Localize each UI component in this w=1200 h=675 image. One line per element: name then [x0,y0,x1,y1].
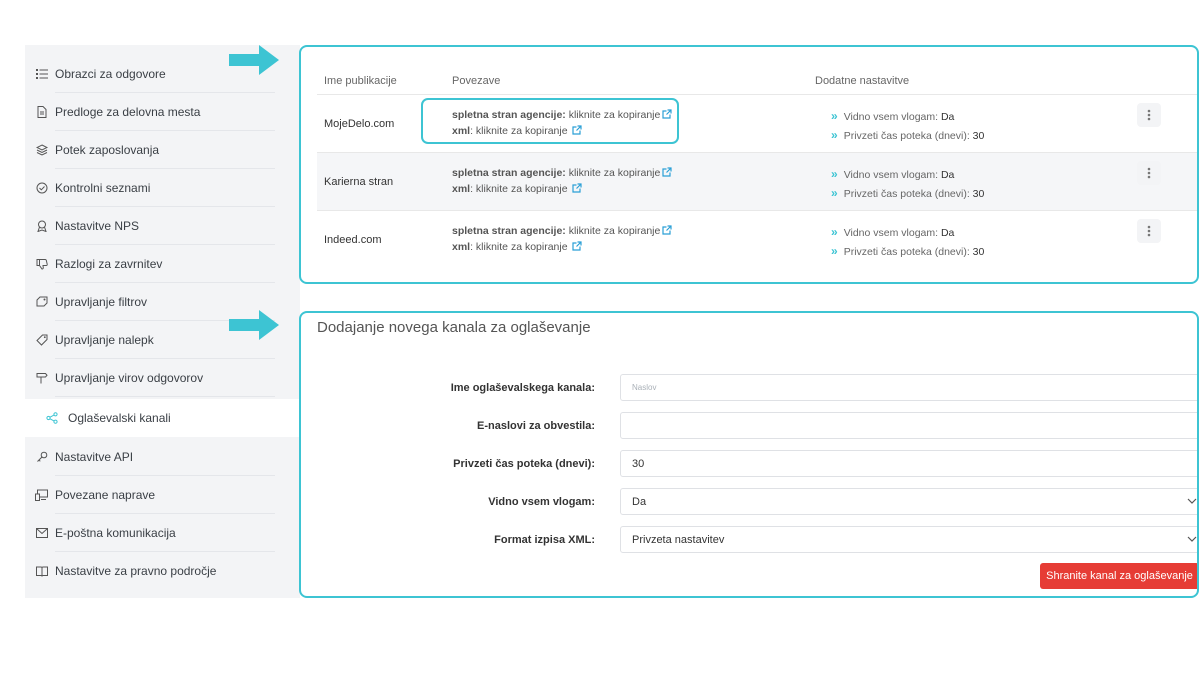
save-channel-button[interactable]: Shranite kanal za oglaševanje [1040,563,1199,589]
sidebar-item-checklists[interactable] [25,169,300,207]
visible-to-all-roles-setting: » Vidno vsem vlogam: Da [831,167,955,181]
row-actions-menu-button[interactable] [1137,103,1161,127]
row-actions-menu-button[interactable] [1137,161,1161,185]
sidebar-item-label: Upravljanje nalepk [55,333,154,347]
default-expiry-input[interactable] [620,450,1199,477]
default-expiry-setting: » Privzeti čas poteka (dnevi): 30 [831,244,985,258]
envelope-icon [35,526,49,540]
sidebar-item-label: Predloge za delovna mesta [55,105,201,119]
list-icon [35,67,49,81]
publication-name: Indeed.com [324,234,382,246]
sidebar-item-label: Upravljanje filtrov [55,295,148,309]
sidebar-item-label: Nastavitve NPS [55,219,140,233]
notification-emails-label: E-naslovi za obvestila: [477,420,595,432]
sidebar-item-api-settings[interactable] [25,438,300,476]
double-chevron-right-icon: » [831,109,838,123]
copy-link-text[interactable]: : kliknite za kopiranje [470,241,568,253]
sidebar-item-advertising-channels[interactable] [25,399,302,437]
kebab-menu-icon [1147,225,1151,237]
external-link-icon[interactable] [572,183,582,193]
key-icon [35,450,49,464]
notification-emails-input[interactable] [620,412,1199,439]
column-header-name: Ime publikacije [324,75,397,87]
agency-website-link[interactable]: spletna stran agencije: kliknite za kopiranje [452,109,672,121]
row-actions-menu-button[interactable] [1137,219,1161,243]
sidebar-item-label: E-poštna komunikacija [55,526,176,540]
column-header-links: Povezave [452,75,501,87]
sidebar-item-label: Kontrolni seznami [55,181,151,195]
sidebar-item-label: Obrazci za odgovore [55,67,166,81]
select-value: Privzeta nastavitev [632,533,725,546]
visible-to-all-roles-setting: » Vidno vsem vlogam: Da [831,225,955,239]
visible-to-all-roles-setting: » Vidno vsem vlogam: Da [831,109,955,123]
channel-name-label: Ime oglaševalskega kanala: [450,382,595,394]
links-highlight-box [421,98,679,144]
kebab-menu-icon [1147,167,1151,179]
copy-link-text[interactable]: kliknite za kopiranje [568,109,661,121]
sidebar-item-connected-devices[interactable] [25,476,300,514]
copy-link-text[interactable]: kliknite za kopiranje [568,225,661,237]
visible-to-all-roles-label: Vidno vsem vlogam: [488,496,595,508]
devices-icon [35,488,49,502]
signpost-icon [35,371,49,385]
table-row [317,210,1199,268]
chevron-down-icon [1187,534,1197,544]
chevron-down-icon [1187,496,1197,506]
annotation-arrow-right-icon [229,45,279,75]
xml-link[interactable]: xml: kliknite za kopiranje [452,125,582,137]
channel-name-input[interactable] [620,374,1199,401]
thumbs-down-icon [35,257,49,271]
label-icon [35,333,49,347]
sidebar-item-response-sources[interactable] [25,359,300,397]
default-expiry-setting: » Privzeti čas poteka (dnevi): 30 [831,186,985,200]
form-title: Dodajanje novega kanala za oglaševanje [317,319,591,336]
sidebar-item-label: Razlogi za zavrnitev [55,257,163,271]
table-row [317,152,1199,210]
sidebar-item-label: Upravljanje virov odgovorov [55,371,204,385]
double-chevron-right-icon: » [831,244,838,258]
add-channel-form-panel [299,311,1199,598]
agency-website-link[interactable]: spletna stran agencije: kliknite za kopiranje [452,225,672,237]
column-header-settings: Dodatne nastavitve [815,75,910,87]
publication-name: Karierna stran [324,176,394,188]
xml-format-select[interactable] [620,526,1199,553]
sidebar-item-job-templates[interactable] [25,93,300,131]
layers-icon [35,143,49,157]
document-icon [35,105,49,119]
annotation-arrow-right-icon [229,310,279,340]
external-link-icon[interactable] [572,241,582,251]
copy-link-text[interactable]: : kliknite za kopiranje [470,183,568,195]
sidebar-item-legal-settings[interactable] [25,552,300,590]
sidebar-item-rejection-reasons[interactable] [25,245,300,283]
sidebar-item-label: Povezane naprave [55,488,156,502]
sidebar-item-nps-settings[interactable] [25,207,300,245]
input-placeholder: Naslov [632,383,657,392]
sidebar-item-email-communication[interactable] [25,514,300,552]
check-circle-icon [35,181,49,195]
award-icon [35,219,49,233]
external-link-icon[interactable] [662,225,672,235]
default-expiry-setting: » Privzeti čas poteka (dnevi): 30 [831,128,985,142]
double-chevron-right-icon: » [831,225,838,239]
sidebar-item-label: Oglaševalski kanali [68,411,171,425]
input-value: 30 [632,457,645,470]
visible-to-all-roles-select[interactable] [620,488,1199,515]
double-chevron-right-icon: » [831,128,838,142]
kebab-menu-icon [1147,109,1151,121]
select-value: Da [632,495,647,508]
sidebar-item-label: Nastavitve API [55,450,134,464]
agency-website-link[interactable]: spletna stran agencije: kliknite za kopiranje [452,167,672,179]
copy-link-text[interactable]: : kliknite za kopiranje [470,125,568,137]
default-expiry-label: Privzeti čas poteka (dnevi): [453,458,595,470]
external-link-icon[interactable] [662,167,672,177]
tag-outline-icon [35,295,49,309]
sidebar-item-label: Nastavitve za pravno področje [55,564,217,578]
double-chevron-right-icon: » [831,167,838,181]
publications-table-panel [299,45,1199,284]
copy-link-text[interactable]: kliknite za kopiranje [568,167,661,179]
double-chevron-right-icon: » [831,186,838,200]
sidebar-item-label: Potek zaposlovanja [55,143,160,157]
xml-link[interactable]: xml: kliknite za kopiranje [452,241,582,253]
sidebar-item-hiring-flow[interactable] [25,131,300,169]
share-icon [45,411,59,425]
xml-link[interactable]: xml: kliknite za kopiranje [452,183,582,195]
xml-format-label: Format izpisa XML: [494,534,595,546]
book-icon [35,564,49,578]
publication-name: MojeDelo.com [324,118,395,130]
